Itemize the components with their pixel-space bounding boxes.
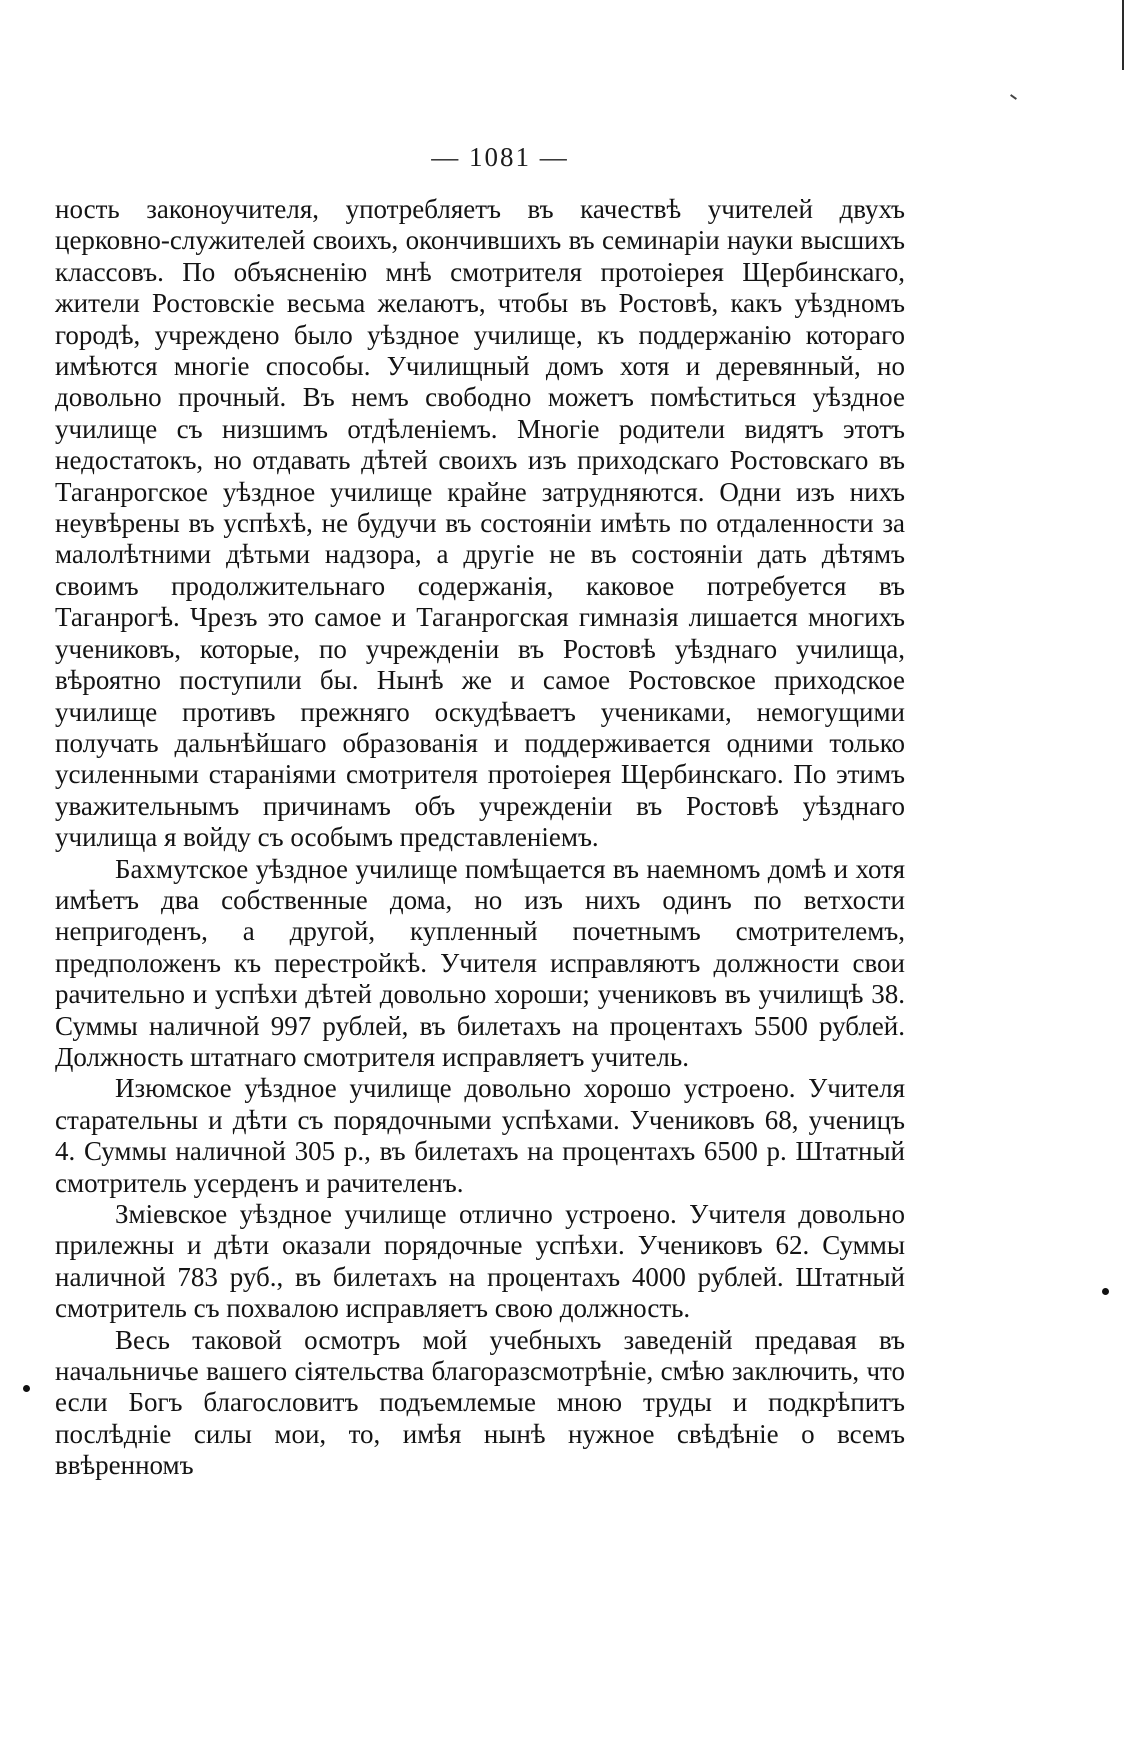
scan-artifact-tick <box>1010 94 1017 100</box>
paragraph-zmiev-school: Зміевское уѣздное училище отлично устроено. Учителя довольно прилежны и дѣти оказали порядочные успѣхи. Учениковъ 62. Суммы наличной 783 руб., въ билетахъ на процентахъ 4000 рублей. Штатный смотритель съ похвалою исправляетъ свою должность. <box>55 1199 905 1324</box>
scan-edge-line <box>1122 0 1124 70</box>
scan-artifact-dot-left <box>23 1385 30 1392</box>
paragraph-conclusion: Весь таковой осмотръ мой учебныхъ заведеній предавая въ начальничье вашего сіятельства благоразсмотрѣніе, смѣю заключить, что если Богъ благословитъ подъемлемые мною труды и подкрѣпитъ послѣдніе силы мои, то, имѣя нынѣ нужное свѣдѣніе о всемъ ввѣренномъ <box>55 1324 905 1481</box>
page-number: — 1081 — <box>431 142 569 172</box>
paragraph-continuation: ность законоучителя, употребляетъ въ качествѣ учителей двухъ церковно-служителей своихъ, окончившихъ въ семинаріи науки высшихъ классовъ. По объясненію мнѣ смотрителя протоіерея Щербинскаго, жители Ростовскіе весьма желаютъ, чтобы въ Ростовѣ, какъ уѣздномъ городѣ, учреждено было уѣздное училище, къ поддержанію котораго имѣются многіе способы. Училищный домъ хотя и деревянный, но довольно прочный. Въ немъ свободно можетъ помѣститься уѣздное училище съ низшимъ отдѣленіемъ. Многіе родители видятъ этотъ недостатокъ, но отдавать дѣтей своихъ изъ приходскаго Ростовскаго въ Таганрогское уѣздное училище крайне затрудняются. Одни изъ нихъ неувѣрены въ успѣхѣ, не будучи въ состояніи имѣть по отдаленности за малолѣтними дѣтьми надзора, а другіе не въ состояніи дать дѣтямъ своимъ продолжительнаго содержанія, каковое потребуется въ Таганрогѣ. Чрезъ это самое и Таганрогская гимназія лишается многихъ учениковъ, которые, по учрежденіи въ Ростовѣ уѣзднаго училища, вѣроятно поступили бы. Нынѣ же и самое Ростовское приходское училище противъ прежняго оскудѣваетъ учениками, немогущими получать дальнѣйшаго образованія и поддерживается одними только усиленными стараніями смотрителя протоіерея Щербинскаго. По этимъ уважительнымъ причинамъ объ учрежденіи въ Ростовѣ уѣзднаго училища я войду съ особымъ представленіемъ. <box>55 194 905 853</box>
paragraph-izyum-school: Изюмское уѣздное училище довольно хорошо устроено. Учителя старательны и дѣти съ порядочными успѣхами. Учениковъ 68, ученицъ 4. Суммы наличной 305 р., въ билетахъ на процентахъ 6500 р. Штатный смотритель усерденъ и рачителенъ. <box>55 1073 905 1198</box>
paragraph-bakhmut-school: Бахмутское уѣздное училище помѣщается въ наемномъ домѣ и хотя имѣетъ два собственные дома, но изъ нихъ одинъ по ветхости непригоденъ, а другой, купленный почетнымъ смотрителемъ, предположенъ къ перестройкѣ. Учителя исправляютъ должности свои рачительно и успѣхи дѣтей довольно хороши; учениковъ въ училищѣ 38. Суммы наличной 997 рублей, въ билетахъ на процентахъ 5500 рублей. Должность штатнаго смотрителя исправляетъ учитель. <box>55 853 905 1072</box>
page-body-text <box>55 194 905 1482</box>
scan-artifact-dot-right <box>1102 1288 1109 1295</box>
